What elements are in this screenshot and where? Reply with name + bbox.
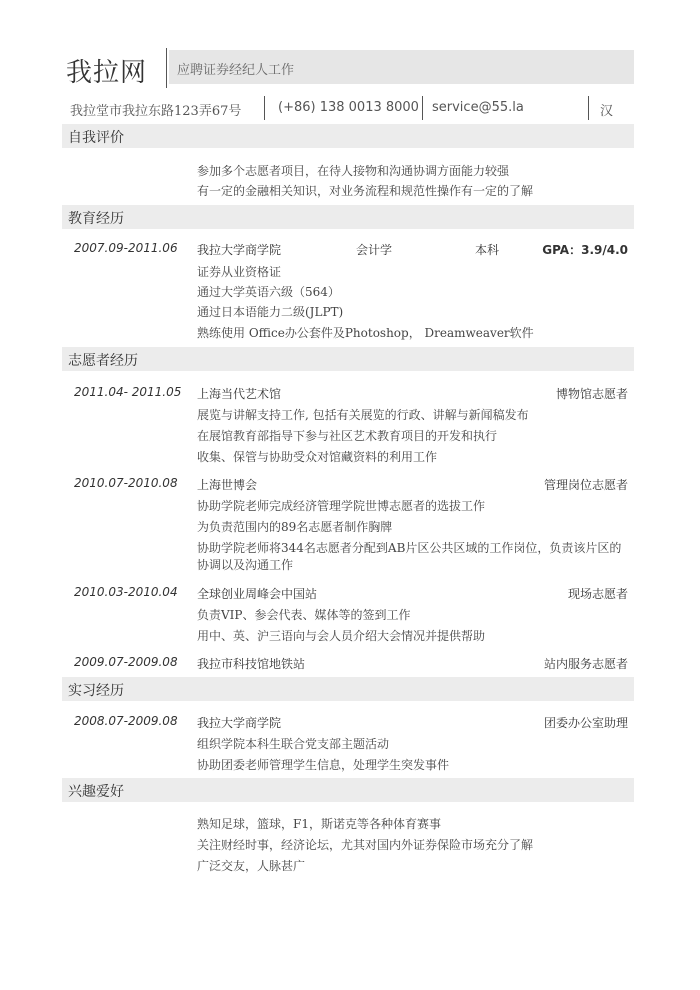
education-degree: 本科 xyxy=(475,243,500,257)
hobby-line: 关注财经时事，经济论坛，尤其对国内外证券保险市场充分了解 xyxy=(197,838,534,852)
volunteer-line: 协助学院老师将344名志愿者分配到AB片区公共区域的工作岗位，负责该片区的 xyxy=(197,541,622,555)
internship-role: 团委办公室助理 xyxy=(543,716,628,730)
header-divider xyxy=(166,48,167,88)
contact-divider xyxy=(264,96,265,120)
section-self-eval xyxy=(62,124,634,148)
volunteer-role: 博物馆志愿者 xyxy=(555,387,628,401)
volunteer-date: 2009.07-2009.08 xyxy=(74,655,178,669)
volunteer-line: 展览与讲解支持工作, 包括有关展览的行政、讲解与新闻稿发布 xyxy=(197,408,529,422)
section-volunteer xyxy=(62,347,634,371)
section-title: 志愿者经历 xyxy=(68,353,138,369)
volunteer-line: 协调以及沟通工作 xyxy=(197,558,294,572)
hobby-line: 熟知足球，篮球，F1，斯诺克等各种体育赛事 xyxy=(197,817,441,831)
volunteer-line: 收集、保管与协助受众对馆藏资料的利用工作 xyxy=(197,450,438,464)
section-hobbies xyxy=(62,778,634,802)
volunteer-line: 在展馆教育部指导下参与社区艺术教育项目的开发和执行 xyxy=(197,429,498,443)
volunteer-date: 2011.04- 2011.05 xyxy=(74,385,182,399)
self-eval-line: 参加多个志愿者项目，在待人接物和沟通协调方面能力较强 xyxy=(197,164,510,178)
resume-header xyxy=(66,48,634,88)
section-title: 自我评价 xyxy=(68,130,124,146)
ethnicity-text: 汉 xyxy=(600,104,614,119)
volunteer-org: 上海世博会 xyxy=(197,478,258,492)
volunteer-line: 负责VIP、参会代表、媒体等的签到工作 xyxy=(197,608,411,622)
section-title: 教育经历 xyxy=(68,211,124,227)
internship-line: 协助团委老师管理学生信息，处理学生突发事件 xyxy=(197,758,450,772)
volunteer-role: 现场志愿者 xyxy=(567,587,628,601)
education-line: 通过日本语能力二级(JLPT) xyxy=(197,305,344,319)
self-eval-line: 有一定的金融相关知识，对业务流程和规范性操作有一定的了解 xyxy=(197,184,534,198)
contact-row xyxy=(66,96,634,120)
volunteer-role: 管理岗位志愿者 xyxy=(543,478,628,492)
section-title: 兴趣爱好 xyxy=(68,784,124,800)
volunteer-org: 我拉市科技馆地铁站 xyxy=(197,657,306,671)
internship-org: 我拉大学商学院 xyxy=(197,716,282,730)
internship-date: 2008.07-2009.08 xyxy=(74,714,178,728)
phone-text: (+86) 138 0013 8000 xyxy=(278,100,419,115)
volunteer-org: 上海当代艺术馆 xyxy=(197,387,282,401)
education-gpa: GPA：3.9/4.0 xyxy=(542,243,628,257)
contact-divider xyxy=(588,96,589,120)
address-text: 我拉堂市我拉东路123弄67号 xyxy=(70,104,242,119)
hobby-line: 广泛交友，人脉甚广 xyxy=(197,859,306,873)
section-education xyxy=(62,205,634,229)
volunteer-line: 为负责范围内的89名志愿者制作胸牌 xyxy=(197,520,393,534)
job-title: 应聘证券经纪人工作 xyxy=(177,63,295,78)
education-date: 2007.09-2011.06 xyxy=(74,241,178,255)
volunteer-line: 用中、英、沪三语向与会人员介绍大会情况并提供帮助 xyxy=(197,629,486,643)
contact-divider xyxy=(422,96,423,120)
education-school: 我拉大学商学院 xyxy=(197,243,282,257)
education-line: 通过大学英语六级（564） xyxy=(197,285,340,299)
job-title-box xyxy=(169,50,634,84)
volunteer-line: 协助学院老师完成经济管理学院世博志愿者的选拔工作 xyxy=(197,499,486,513)
volunteer-role: 站内服务志愿者 xyxy=(543,657,628,671)
internship-line: 组织学院本科生联合党支部主题活动 xyxy=(197,737,390,751)
volunteer-org: 全球创业周峰会中国站 xyxy=(197,587,318,601)
email-text: service@55.la xyxy=(432,100,524,115)
education-line: 熟练使用 Office办公套件及Photoshop， Dreamweaver软件 xyxy=(197,326,534,340)
volunteer-date: 2010.03-2010.04 xyxy=(74,585,178,599)
education-line: 证券从业资格证 xyxy=(197,265,282,279)
section-internship xyxy=(62,677,634,701)
education-major: 会计学 xyxy=(356,243,393,257)
volunteer-date: 2010.07-2010.08 xyxy=(74,476,178,490)
section-title: 实习经历 xyxy=(68,683,124,699)
applicant-name: 我拉网 xyxy=(66,58,148,88)
